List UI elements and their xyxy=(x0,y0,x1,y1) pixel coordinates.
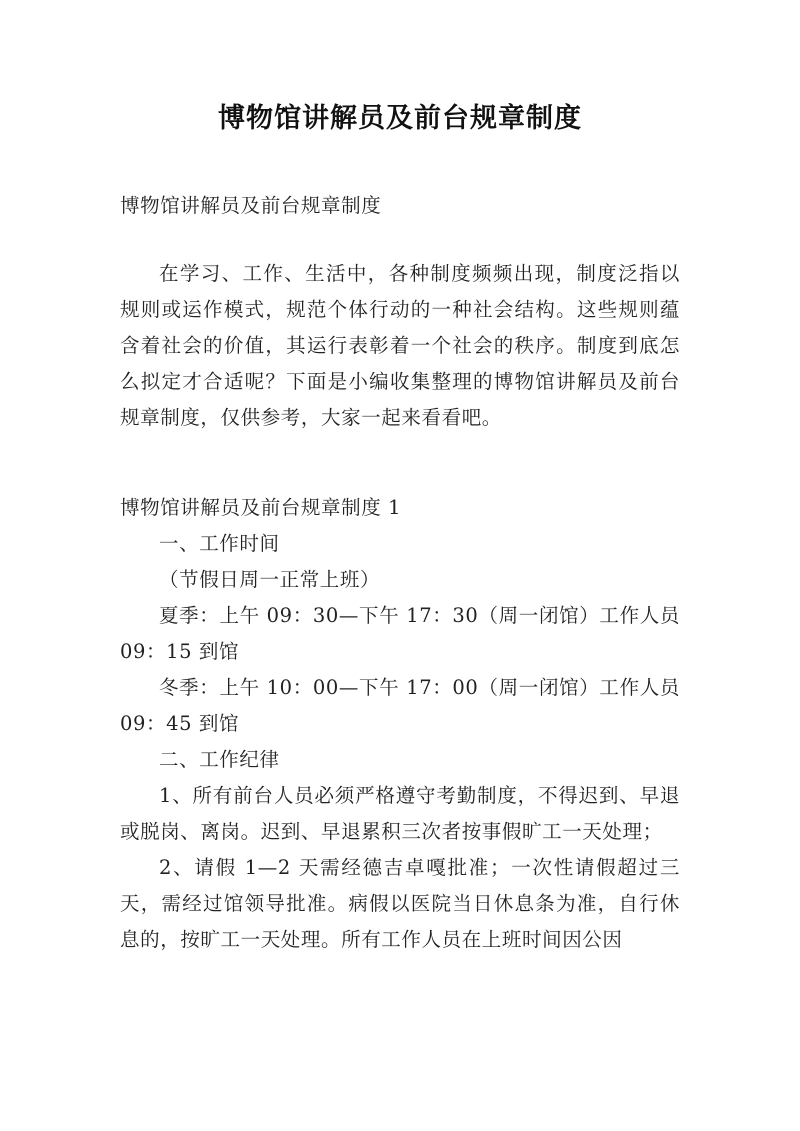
discipline-heading: 二、工作纪律 xyxy=(159,748,280,771)
intro-paragraph: 在学习、工作、生活中，各种制度频频出现，制度泛指以规则或运作模式，规范个体行动的一种社会结构。这些规则蕴含着社会的价值，其运行表彰着一个社会的秩序。制度到底怎么拟定才合适呢？下面是小编收集整理的博物馆讲解员及前台规章制度，仅供参考，大家一起来看看吧。 xyxy=(120,262,680,429)
holiday-note: （节假日周一正常上班） xyxy=(159,568,381,591)
work-time-heading: 一、工作时间 xyxy=(159,532,280,555)
summer-hours: 夏季：上午 09：30—下午 17：30（周一闭馆）工作人员 09：15 到馆 xyxy=(120,604,680,663)
rule-1: 1、所有前台人员必须严格遵守考勤制度，不得迟到、早退或脱岗、离岗。迟到、早退累积三次者按事假旷工一天处理； xyxy=(120,784,680,843)
document-title: 博物馆讲解员及前台规章制度 xyxy=(218,103,582,134)
winter-hours: 冬季：上午 10：00—下午 17：00（周一闭馆）工作人员 09：45 到馆 xyxy=(120,676,680,735)
section-body xyxy=(120,490,680,958)
section-title: 博物馆讲解员及前台规章制度 1 xyxy=(120,496,402,519)
document-subtitle: 博物馆讲解员及前台规章制度 xyxy=(120,194,382,217)
rule-2: 2、请假 1—2 天需经德吉卓嘎批准；一次性请假超过三天，需经过馆领导批准。病假以医院当日休息条为准，自行休息的，按旷工一天处理。所有工作人员在上班时间因公因 xyxy=(120,856,680,951)
